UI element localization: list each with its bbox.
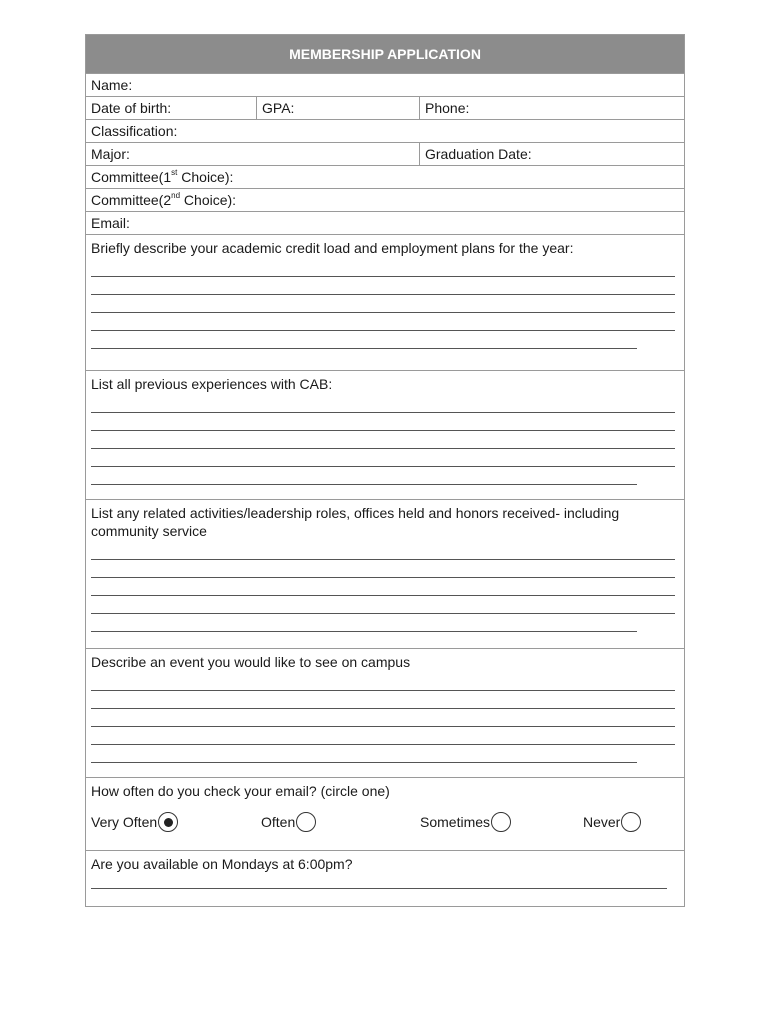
phone-field[interactable] bbox=[419, 97, 684, 119]
mondays-section bbox=[86, 851, 684, 906]
gpa-field[interactable] bbox=[256, 97, 419, 119]
phone-label: Phone: bbox=[425, 100, 470, 116]
option-often-label: Often bbox=[261, 814, 296, 830]
mondays-question: Are you available on Mondays at 6:00pm? bbox=[91, 856, 353, 872]
answer-line[interactable] bbox=[91, 875, 667, 889]
classification-field[interactable] bbox=[86, 120, 684, 142]
answer-line[interactable] bbox=[91, 727, 675, 745]
event-answer[interactable] bbox=[91, 673, 679, 763]
email-frequency-options bbox=[91, 804, 679, 840]
answer-line[interactable] bbox=[91, 673, 675, 691]
activities-section bbox=[86, 500, 684, 649]
email-row bbox=[86, 212, 684, 235]
option-often[interactable] bbox=[261, 812, 316, 832]
event-section bbox=[86, 649, 684, 778]
activities-answer[interactable] bbox=[91, 542, 679, 632]
answer-line[interactable] bbox=[91, 578, 675, 596]
committee1-field[interactable] bbox=[86, 166, 684, 188]
answer-line[interactable] bbox=[91, 691, 675, 709]
classification-row bbox=[86, 120, 684, 143]
answer-line[interactable] bbox=[91, 467, 637, 485]
cab-experience-section bbox=[86, 371, 684, 500]
classification-label: Classification: bbox=[91, 123, 178, 139]
cab-experience-question: List all previous experiences with CAB: bbox=[91, 376, 333, 392]
answer-line[interactable] bbox=[91, 331, 637, 349]
cab-experience-answer[interactable] bbox=[91, 395, 679, 485]
committee1-label: Committee(1st Choice): bbox=[91, 168, 234, 185]
option-sometimes[interactable] bbox=[420, 812, 511, 832]
answer-line[interactable] bbox=[91, 277, 675, 295]
credit-load-section bbox=[86, 235, 684, 371]
event-question: Describe an event you would like to see on campus bbox=[91, 654, 411, 670]
answer-line[interactable] bbox=[91, 395, 675, 413]
graduation-label: Graduation Date: bbox=[425, 146, 532, 162]
email-check-section bbox=[86, 778, 684, 851]
activities-question: List any related activities/leadership roles, offices held and honors received- including community service bbox=[91, 505, 620, 539]
answer-line[interactable] bbox=[91, 449, 675, 467]
major-field[interactable] bbox=[86, 143, 419, 165]
committee2-label: Committee(2nd Choice): bbox=[91, 191, 237, 208]
answer-line[interactable] bbox=[91, 596, 675, 614]
radio-empty-icon[interactable] bbox=[491, 812, 511, 832]
answer-line[interactable] bbox=[91, 542, 675, 560]
radio-empty-icon[interactable] bbox=[621, 812, 641, 832]
option-never[interactable] bbox=[583, 812, 641, 832]
dob-field[interactable] bbox=[86, 97, 256, 119]
answer-line[interactable] bbox=[91, 745, 637, 763]
form-title: MEMBERSHIP APPLICATION bbox=[86, 35, 684, 74]
answer-line[interactable] bbox=[91, 614, 637, 632]
credit-load-question: Briefly describe your academic credit load and employment plans for the year: bbox=[91, 240, 574, 256]
answer-line[interactable] bbox=[91, 560, 675, 578]
option-very-often-label: Very Often bbox=[91, 814, 158, 830]
committee2-row bbox=[86, 189, 684, 212]
dob-gpa-phone-row bbox=[86, 97, 684, 120]
option-sometimes-label: Sometimes bbox=[420, 814, 491, 830]
option-very-often[interactable] bbox=[91, 812, 178, 832]
committee1-row bbox=[86, 166, 684, 189]
graduation-date-field[interactable] bbox=[419, 143, 684, 165]
answer-line[interactable] bbox=[91, 709, 675, 727]
major-graduation-row bbox=[86, 143, 684, 166]
answer-line[interactable] bbox=[91, 413, 675, 431]
answer-line[interactable] bbox=[91, 313, 675, 331]
radio-selected-icon[interactable] bbox=[158, 812, 178, 832]
name-row bbox=[86, 74, 684, 97]
dob-label: Date of birth: bbox=[91, 100, 172, 116]
email-label: Email: bbox=[91, 215, 130, 231]
committee2-field[interactable] bbox=[86, 189, 684, 211]
membership-application-form bbox=[85, 34, 685, 907]
radio-dot-icon bbox=[164, 818, 173, 827]
answer-line[interactable] bbox=[91, 431, 675, 449]
gpa-label: GPA: bbox=[262, 100, 295, 116]
radio-empty-icon[interactable] bbox=[296, 812, 316, 832]
answer-line[interactable] bbox=[91, 259, 675, 277]
name-label: Name: bbox=[91, 77, 133, 93]
email-check-question: How often do you check your email? (circle one) bbox=[91, 783, 390, 799]
credit-load-answer[interactable] bbox=[91, 259, 679, 349]
email-field[interactable] bbox=[86, 212, 684, 234]
major-label: Major: bbox=[91, 146, 130, 162]
mondays-answer[interactable] bbox=[91, 875, 679, 889]
option-never-label: Never bbox=[583, 814, 621, 830]
answer-line[interactable] bbox=[91, 295, 675, 313]
name-field[interactable] bbox=[86, 74, 684, 96]
